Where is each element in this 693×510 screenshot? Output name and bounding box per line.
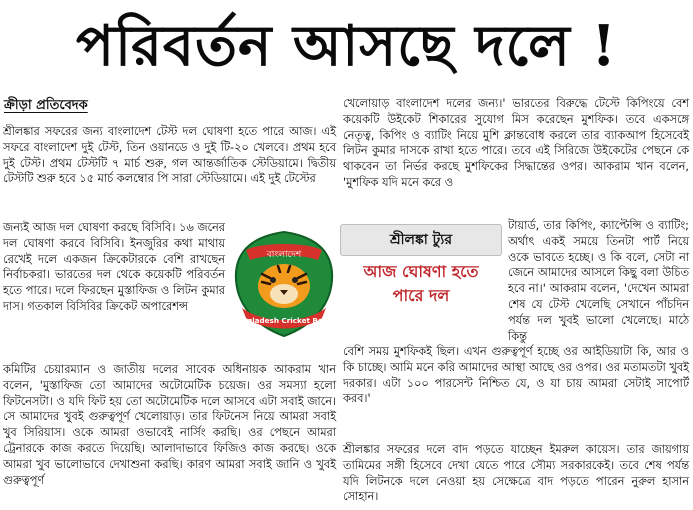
article-paragraph: শ্রীলঙ্কার সফরের দলে বাদ পড়তে যাচ্ছেন ইমরুল কায়েস। তার জায়গায় তামিমের সঙ্গী হিসেবে দেখা যেতে পারে সৌম্য সরকারকেই। তবে শেষ পর্যন্ত যদি লিটনকে দলে নেওয়া হয় সেক্ষেত্রে বাদ পড়তে পারেন নুরুল হাসান সোহান। (343, 443, 689, 504)
article-paragraph: টায়ার্ড, তার কিপিং, ক্যাপ্টেন্সি ও ব্যাটিং; অর্থাৎ একই সময়ে তিনটা পার্ট নিয়ে ওকে ভাবতে হচ্ছে। ও কি বলে, সেটা না জেনে আমাদের আসলে কিছু বলা উচিত হবে না।' আকরাম বলেন, 'দেখেন আমরা শেষ যে টেস্ট খেলেছি সেখানে পাঁচদিন পর্যন্ত দল খুবই ভালো খেলেছে। মাঠে কিন্তু (508, 219, 689, 343)
logo-bottom-text: Bangladesh Cricket Board (231, 316, 337, 325)
article-paragraph: শ্রীলঙ্কার সফরের জন্য বাংলাদেশ টেস্ট দল ঘোষণা হতে পারে আজ। এই সফরে বাংলাদেশ দুই টেস্ট, তিন ওয়ানডে ও দুই টি-২০ খেলবে। প্রথম হবে দুই টেস্ট। প্রথম টেস্টটি ৭ মার্চ শুরু, গল আন্তর্জাতিক স্টেডিয়ামে। দ্বিতীয় টেস্টটি শুরু হবে ১৫ মার্চ কলম্বোর পি সারা স্টেডিয়ামে। এই দুই টেস্টের (3, 125, 336, 186)
info-box (228, 224, 500, 344)
article-paragraph: খেলোয়াড় বাংলাদেশ দলের জন্য।' ভারতের বিরুদ্ধে টেস্টে কিপিংয়ে বেশ কয়েকটি উইকেট শিকারের সুযোগ মিস করেছেন মুশফিক। তবে একসঙ্গে নেতৃত্ব, কিপিং ও ব্যাটিং নিয়ে মুশি ক্লান্তবোধ করলে তার ব্যাকআপ হিসেবেই লিটন কুমার দাসকে রাখা হতে পারে। তবে এই সিরিজে উইকেটের পেছনে কে থাকবেন তা নির্ভর করছে মুশফিকের সিদ্ধান্তের ওপর। আকরাম খান বলেন, 'মুশফিক যদি মনে করে ও (343, 97, 689, 189)
article-right-bottom (343, 344, 689, 407)
article-right-mid (508, 218, 689, 344)
tiger-face-icon (258, 264, 310, 308)
article-left-top (3, 124, 336, 187)
article-paragraph: বেশি সময় মুশফিকই ছিল। এখন গুরুত্বপূর্ণ হচ্ছে ওর আইডিয়াটা কি, আর ও কি চাচ্ছে। আমি মনে করি আমাদের আস্থা আছে ওর ওপর। ওর মতামতটা খুবই দরকার। এটা ১০০ পারসেন্ট নিশ্চিত যে, ও যা চায় আমরা সেটাই সাপোর্ট করব।' (343, 345, 689, 406)
article-paragraph: জন্যই আজ দল ঘোষণা করছে বিসিবি। ১৬ জনের দল ঘোষণা করবে বিসিবি। ইনজুরির কথা মাথায় রেখেই দলে একজন ক্রিকেটারকে বেশি রাখছেন নির্বাচকরা। ভারতের দল থেকে কয়েকটি পরিবর্তন হতে পারে। দলে ফিরছেন মুস্তাফিজ ও লিটন কুমার দাস। গতকাল বিসিবির ক্রিকেট অপারেশন্স (3, 221, 225, 313)
logo-top-text: বাংলাদেশ (266, 250, 302, 260)
series-label: শ্রীলঙ্কা ট্যুর (340, 224, 502, 256)
article-right-end (343, 442, 689, 505)
byline: ক্রীড়া প্রতিবেদক (4, 98, 88, 113)
article-right-top (343, 96, 689, 191)
pull-quote: আজ ঘোষণা হতে পারে দল (363, 262, 479, 305)
bcb-logo-icon (228, 228, 340, 340)
article-paragraph: কমিটির চেয়ারম্যান ও জাতীয় দলের সাবেক অধিনায়ক আকরাম খান বলেন, 'মুস্তাফিজ তো আমাদের অটোমেটিক চয়েজ। ওর সমস্যা হলো ফিটনেসটা। ও যদি ফিট হয় তো অটোমেটিক দলে আসবে এটা সবাই জানে। সে আমাদের খুবই গুরুত্বপূর্ণ খেলোয়াড়। তার ফিটনেস নিয়ে আমরা সবাই খুব সিরিয়াস। ওকে আমরা ওভাবেই নার্সিং করছি। ওর পেছনে আমরা ট্রেনারকে কাজ করতে দিয়েছি। আলাদাভাবে ফিজিও কাজ করছে। ওকে আমরা খুব ভালোভাবে দেখাশুনা করছি। কারণ আমরা সবাই জানি ও খুবই গুরুত্বপূর্ণ (3, 363, 336, 487)
headline: পরিবর্তন আসছে দলে ! (76, 13, 617, 79)
bcb-logo (228, 228, 340, 340)
article-left-mid (3, 220, 225, 315)
article-left-bottom (3, 362, 336, 488)
